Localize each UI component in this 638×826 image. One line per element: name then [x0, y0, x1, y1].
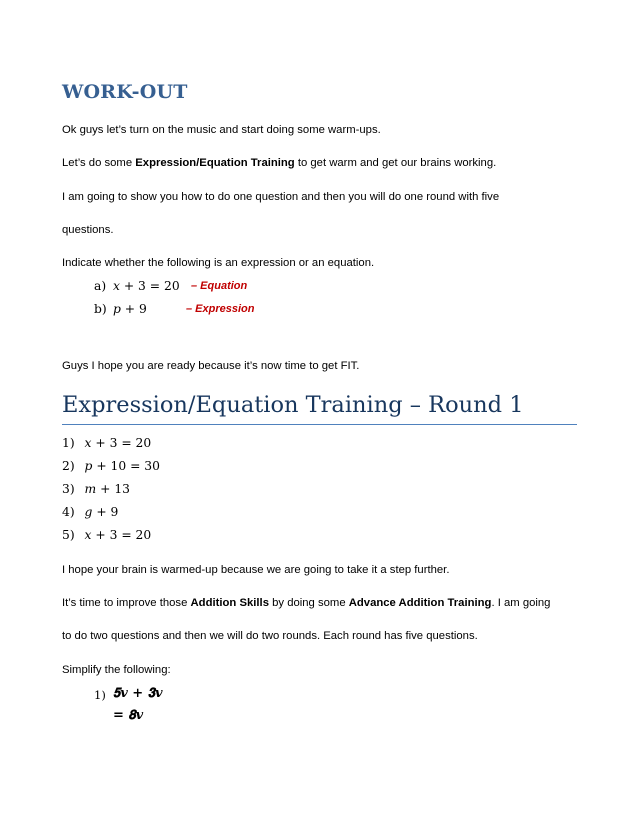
example-marker-a: a) [94, 279, 107, 293]
text-segment: It’s time to improve those [62, 597, 191, 609]
round-item-expression: 𝑝 + 10 = 30 [84, 459, 160, 473]
simplify-answer-1: = 𝟖𝒗 [113, 708, 144, 723]
round-item-marker: 4) [62, 505, 75, 519]
bold-term-advance-addition-training: Advance Addition Training [348, 597, 492, 609]
paragraph-warm-ups: Ok guys let’s turn on the music and start doing some warm-ups. [62, 124, 381, 136]
round-item-expression: 𝑥 + 3 = 20 [84, 436, 152, 450]
round-item-1 [62, 436, 151, 450]
paragraph-warmed-up: I hope your brain is warmed-up because we are going to take it a step further. [62, 564, 450, 576]
round-item-expression: 𝑥 + 3 = 20 [84, 528, 152, 542]
paragraph-instruction: Indicate whether the following is an expression or an equation. [62, 257, 375, 269]
example-answer-b: – Expression [186, 303, 255, 315]
example-answer-a: – Equation [191, 280, 248, 292]
simplify-marker-1: 1) [94, 688, 106, 702]
page-title: WORK-OUT [62, 81, 188, 103]
round-item-5 [62, 528, 151, 542]
round-item-expression: 𝑔 + 9 [84, 505, 119, 519]
round-item-marker: 3) [62, 482, 75, 496]
paragraph-simplify: Simplify the following: [62, 664, 171, 676]
bold-term-addition-skills: Addition Skills [190, 597, 269, 609]
section-heading-round-1: Expression/Equation Training – Round 1 [62, 392, 524, 418]
example-marker-b: b) [94, 302, 107, 316]
round-item-marker: 2) [62, 459, 75, 473]
round-item-marker: 1) [62, 436, 75, 450]
round-item-2 [62, 459, 160, 473]
paragraph-addition-line1 [62, 597, 550, 609]
example-expression-a: 𝑥 + 3 = 20 [113, 279, 180, 293]
round-item-4 [62, 505, 118, 519]
paragraph-show-how-line1: I am going to show you how to do one question and then you will do one round with five [62, 191, 500, 203]
round-item-expression: 𝑚 + 13 [84, 482, 130, 496]
paragraph-get-fit: Guys I hope you are ready because it’s now time to get FIT. [62, 360, 360, 372]
text-segment: Let’s do some [62, 157, 136, 169]
round-item-3 [62, 482, 130, 496]
text-segment: by doing some [268, 597, 349, 609]
example-expression-b: 𝑝 + 9 [113, 302, 147, 316]
heading-underline [62, 424, 577, 425]
text-segment: . I am going [491, 597, 551, 609]
round-item-marker: 5) [62, 528, 75, 542]
paragraph-training-intro [62, 157, 496, 169]
simplify-expression-1: 𝟓𝒗 + 𝟑𝒗 [113, 686, 163, 701]
text-segment: to get warm and get our brains working. [294, 157, 497, 169]
bold-term-expression-equation-training: Expression/Equation Training [135, 157, 295, 169]
paragraph-addition-line2: to do two questions and then we will do two rounds. Each round has five questions. [62, 630, 478, 642]
paragraph-show-how-line2: questions. [62, 224, 114, 236]
